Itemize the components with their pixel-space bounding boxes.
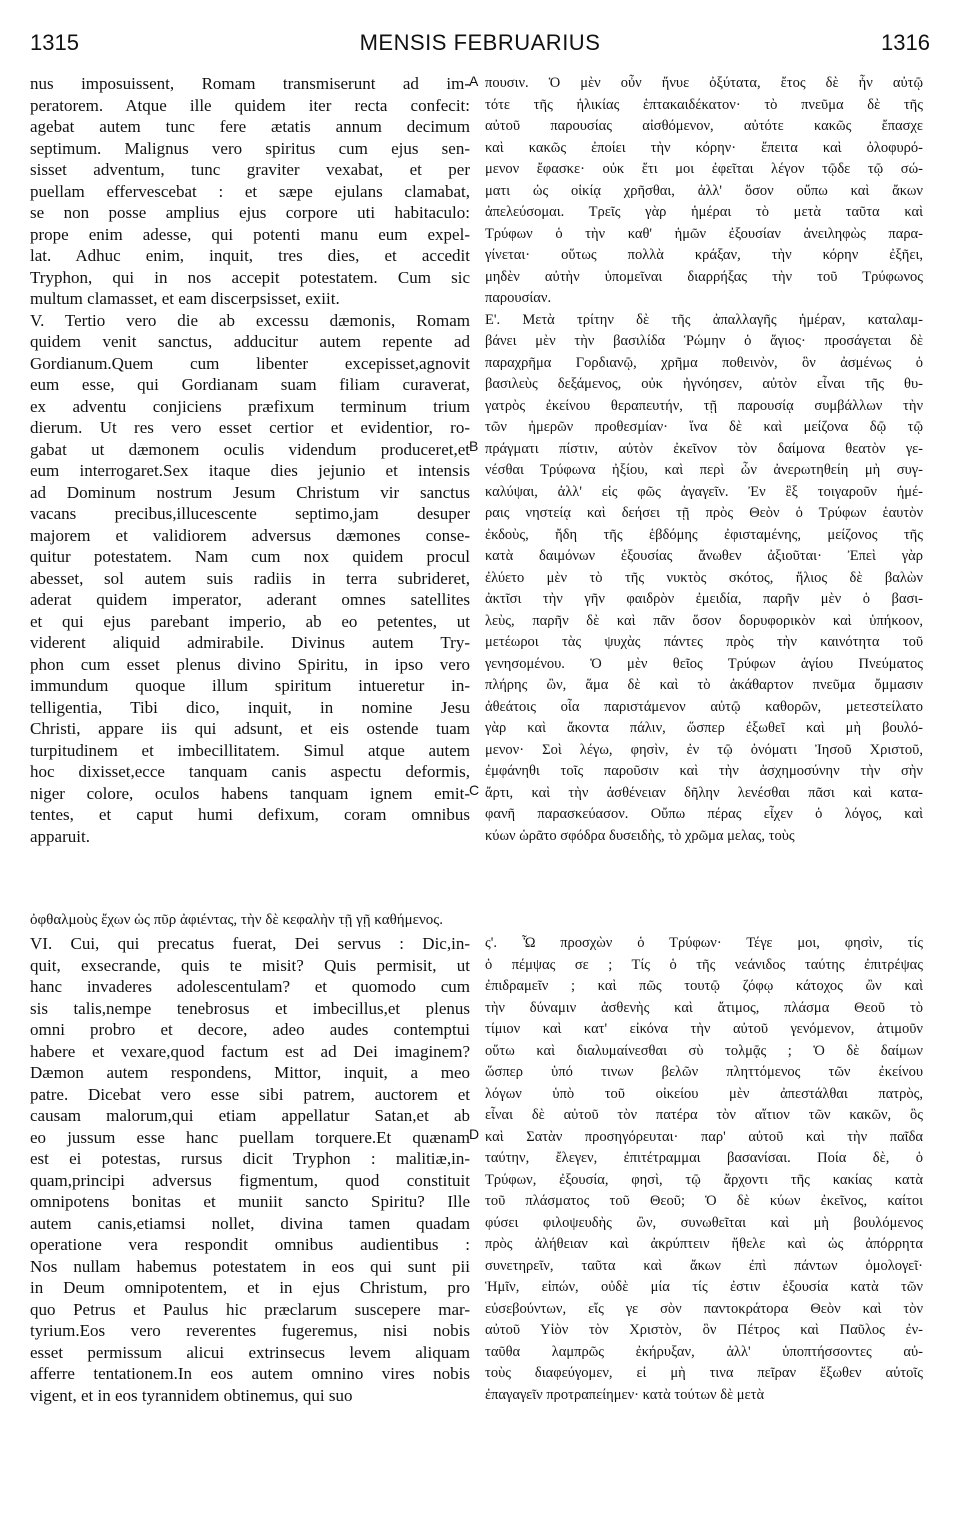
greek-text-line: τοὺς διαφεύγομεν, εἰ μὴ τινα πεῖραν ἔξωθεν αὐτοῖς [485, 1365, 923, 1381]
greek-text-line: τοῦ πλάσματος τοῦ Θεοῦ; Ὁ δὲ κύων ἐκεῖνος, καίτοι [485, 1193, 923, 1209]
greek-text-line: ραις νηστείᾳ καὶ δεήσει τῇ πρὸς Θεὸν ὁ Τρύφων ἑαυτὸν [485, 505, 923, 521]
latin-text-line: vigent, et in eos tyrannidem obtinemus, qui suo [30, 1385, 353, 1405]
greek-text-line: ἄρτι, καὶ τὴν ἀσθένειαν δῆλην λενέσθαι πᾶσι καὶ κατα- [485, 784, 923, 801]
latin-text-line: hanc invaderes adolescentulam? et quomodo cum [30, 977, 470, 996]
latin-text-line: quit, exsecrande, quis te misit? Quis permisit, ut [30, 955, 470, 975]
greek-text-line: Τρύφων ὁ τὴν καθ' ἡμῶν ἐξουσίαν ἀνειληφὼς παρα- [485, 225, 923, 242]
latin-text-line: aderat quidem imperator, aderant omnes satellites [30, 590, 470, 609]
latin-text-line: gabat ut dæmonem oculis videndum produceret,et [30, 439, 470, 459]
greek-text-line: ἀκτῖσι τὴν γῆν φαιδρὸν ἐμειδία, παρῆν μὲν ὁ βασι- [485, 591, 923, 607]
greek-text-line: ἐμφάνηθι τοῖς παροῦσιν καὶ τὴν ἀσχημοσύνην τὴν σὴν [485, 763, 923, 779]
greek-text-line: φανῆ παρασκεύασον. Οὔπω πέρας εἶχεν ὁ λόγος, καὶ [485, 806, 923, 822]
greek-text-line: πράγματι πίστιν, αὐτὸν ἐκεῖνον τὸν δαίμονα θεατὸν γε- [485, 440, 923, 457]
greek-text-line: ς'. Ὦ προσχὼν ὁ Τρύφων· Τέγε μοι, φησὶν, τίς [485, 935, 923, 951]
greek-text-line: συνετηρεῖν, ταῦτα καὶ ἄκων ἐπὶ πάντων ὁμολογεῖ· [485, 1257, 923, 1274]
greek-text-line: τῶν ἡμερῶν προθεσμίαν· ἵνα δὲ καὶ μείζονα δῷ τῷ [485, 419, 923, 435]
greek-text-line: ὁ πέμψας σε ; Τίς ὁ τῆς νεάνιδος ταύτης ἐπιτρέψας [485, 956, 923, 973]
latin-text-line: agebat autem tunc fere ætatis annum decimum [30, 117, 470, 136]
latin-text-line: vacans precibus,illucescente septimo,jam desuper [30, 504, 470, 523]
greek-text-line: γίνεται· οὕτως πολλὰ κράξαν, τὴν κόρην ἐξῆει, [485, 247, 923, 263]
latin-text-line: niger colore, oculos habens tanquam ignem emit- [30, 783, 470, 803]
page-number-right: 1316 [881, 30, 930, 55]
latin-text-line: telligentia, Tibi dico, inquit, in nomine Jesu [30, 697, 470, 717]
greek-text-line: τὴν δύναμιν ἀσθενὴς καὶ ἄτιμος, πλάσμα Θεοῦ τὸ [485, 999, 923, 1016]
latin-text-line: eum esse, qui Gordianam suam filiam curaverat, [30, 375, 470, 394]
greek-text-line: πρὸς ἀλήθειαν καὶ ἀκρύπτειν ἤθελε καὶ ὡς ἀπόρρητα [485, 1236, 923, 1252]
latin-text-line: VI. Cui, qui precatus fuerat, Dei servus : Dic,in- [30, 934, 470, 953]
latin-text-line: omni probro et decore, adeo audes contemptui [30, 1020, 470, 1039]
page-number-left: 1315 [30, 30, 79, 55]
greek-text-line: φύσει φιλοψευδὴς ὢν, συνωθεῖται καὶ μὴ βουλόμενος [485, 1214, 923, 1231]
latin-text-line: multum clamasset, et eam discerpsisset, exiit. [30, 289, 340, 308]
latin-text-line: eo jussum esse hanc puellam torquere.Et quænam [30, 1127, 470, 1147]
margin-marker-a: A [469, 73, 479, 89]
latin-text-line: ad Dominum nostrum Jesum Christum vir sanctus [30, 482, 470, 502]
latin-text-line: eum interrogaret.Sex itaque dies jejunio et intensis [30, 461, 470, 480]
greek-text-line: αὐτοῦ παρουσίας αἰσθόμενον, αὐτότε κακῶς ἔπασχε [485, 118, 923, 134]
greek-text-line: βάνει μὲν τὴν βασιλίδα Ῥώμην ὁ ἅγιος· προσάγεται δὲ [485, 333, 923, 349]
greek-text-line: καὶ Σατὰν προσηγόρευται· παρ' αὐτοῦ καὶ τὴν παῖδα [485, 1128, 923, 1145]
latin-text-line: Christi, appare iis qui adsunt, et eis ostende tuam [30, 719, 470, 738]
latin-column-bottom [30, 933, 470, 1406]
greek-text-line: ἐπαγαγεῖν προτραπείημεν· κατὰ τούτων δὲ μετὰ [485, 1386, 765, 1403]
margin-marker-c: C [469, 782, 480, 798]
latin-text-line: Tryphon, qui in nos accepit potestatem. Cum sic [30, 267, 470, 287]
latin-text-line: prope enim adesse, qui potenti manu eum expel- [30, 224, 470, 244]
latin-text-line: majorem et validiorem adversus dæmones conse- [30, 525, 470, 545]
greek-text-line: ἀθεάτοις οἷα παριστάμενον αὐτῷ καθορῶν, μετεστείλατο [485, 698, 923, 715]
latin-text-line: omnipotens bonitas et muniit sancto Spiritu? Ille [30, 1192, 470, 1211]
greek-text-line: ἐκδοὺς, ἤδη τῆς ἑβδόμης ἐφισταμένης, μείζονος τῆς [485, 526, 923, 543]
greek-text-line: λόγων ὑπὸ τοῦ οἰκείου μὲν ἀπεστάλθαι πατρὸς, [485, 1085, 923, 1102]
greek-text-line: καλύψαι, ἀλλ' εἰς φῶς ἀγαγεῖν. Ἐν ἓξ τοιγαροῦν ἡμέ- [485, 483, 923, 500]
greek-text-line: ἐπιδραμεῖν ; καὶ πῶς τουτῷ ζόφῳ κάτοχος ὢν καὶ [485, 978, 923, 994]
greek-text-line: πουσιν. Ὁ μὲν οὖν ἤνυε ὀξύτατα, ἔτος δὲ ἦν αὐτῷ [485, 75, 923, 91]
greek-text-line: γὰρ καὶ ἄκοντα πάλιν, ὥσπερ ἐξωθεῖ καὶ μὴ βουλό- [485, 720, 923, 736]
latin-text-line: quitur potestatem. Nam cum nox quidem procul [30, 547, 470, 566]
latin-text-line: et qui ejus parebant imperio, ab eo petentes, ut [30, 611, 470, 631]
latin-text-line: se non posse amplius ejus corpore uti habitaculo: [30, 203, 470, 222]
greek-text-line: λεὺς, παρῆν δὲ καὶ πᾶν ὅσον δορυφορικὸν καὶ ὑπήκοον, [485, 612, 923, 629]
latin-text-line: immundum quoque illum spiritum intueretur in- [30, 676, 470, 695]
running-title: MENSIS FEBRUARIUS [359, 30, 601, 55]
greek-text-line: Ε'. Μετὰ τρίτην δὲ τῆς ἀπαλλαγῆς ἡμέραν, καταλαμ- [485, 311, 923, 328]
greek-text-line: βασιλεὺς δεξάμενος, οὐκ ἠγνόησεν, αὐτὸν εἶναι τῆς θυ- [485, 376, 923, 392]
greek-text-line: τίμιον καὶ κατ' εἰκόνα τὴν αὐτοῦ γενόμενον, ἀτιμοῦν [485, 1021, 923, 1037]
greek-text-line: ταύτην, ἔλεγεν, ἐπιτέτραμμαι βασανίσαι. Ποία δὲ, ὁ [485, 1150, 923, 1166]
latin-text-line: Nos nullam habemus potestatem in eos qui sunt pii [30, 1256, 470, 1276]
greek-text-line: εὐσεβούντων, εἴς γε σὸν παντοκράτορα Θεὸν καὶ τὸν [485, 1300, 923, 1317]
greek-text-line: παρουσίαν. [485, 290, 552, 306]
latin-text-line: dierum. Ut res vero esset certior et evidentior, ro- [30, 418, 470, 437]
latin-text-line: hoc dixisset,ecce tanquam canis aspectu deformis, [30, 762, 470, 781]
greek-text-line: παραχρῆμα Γορδιανῷ, χρῆμα ποθεινὸν, ὃν ἀσμένως ὁ [485, 354, 923, 371]
latin-text-line: quam,principi adversus figmentum, quod constituit [30, 1170, 470, 1190]
latin-text-line: est ei potestas, rursus dicit Tryphon : malitiæ,in- [30, 1149, 470, 1168]
margin-marker-d: D [469, 1126, 480, 1142]
latin-text-line: Gordianum.Quem cum libenter excepisset,agnovit [30, 353, 470, 373]
latin-text-line: tyrium.Eos vero reverentes fugeremus, nisi nobis [30, 1321, 470, 1340]
latin-text-line: peratorem. Atque ille quidem iter recta confecit: [30, 95, 470, 115]
latin-text-line: operatione vera respondit omnibus audientibus : [30, 1235, 470, 1254]
latin-text-line: tentes, et caput humi defixum, coram omnibus [30, 805, 470, 824]
latin-text-line: ex adventu conjiciens præfixum terminum trium [30, 396, 470, 416]
latin-text-line: septimum. Malignus vero spiritus cum ejus sen- [30, 138, 470, 158]
greek-text-line: τότε τῆς ἡλικίας ἑπτακαιδέκατον· τὸ πνεῦμα δὲ τῆς [485, 96, 923, 113]
latin-text-line: puellam effervescebat : et sæpe ejulans clamabat, [30, 181, 470, 201]
latin-text-line: V. Tertio vero die ab excessu dæmonis, Romam [30, 310, 470, 330]
latin-text-line: in Deum omnipotentem, et in ejus Christum, pro [30, 1278, 470, 1297]
latin-text-line: nus imposuissent, Romam transmiserunt ad im- [30, 74, 470, 93]
latin-text-line: sis talis,nempe tenebrosus et imbecillus,et plenus [30, 998, 470, 1018]
greek-text-line: πλήρης ὢν, ἅμα δὲ καὶ τὸ ἀκάθαρτον πνεῦμα ὄμμασιν [485, 677, 923, 693]
greek-text-line: ἀπελεύσομαι. Τρεῖς γὰρ ἡμέραι τὸ μετὰ ταῦτα καὶ [485, 204, 923, 220]
greek-text-line: ἐλύετο μὲν τὸ τῆς νυκτὸς σκότος, ἥλιος δὲ βαλὼν [485, 569, 923, 586]
latin-text-line: lat. Adhuc enim, inquit, tres dies, et accedit [30, 246, 470, 265]
greek-text-line: κατὰ δαιμόνων ἐξουσίας ἄνωθεν ἀξιοῦται· Ἐπεὶ γὰρ [485, 548, 923, 564]
greek-column-top [485, 73, 923, 847]
greek-text-line: καὶ κακῶς ἐποίει τὴν κόρην· ἔπειτα καὶ ὀλοφυρό- [485, 139, 923, 156]
greek-text-line: ταῦθα λαμπρῶς ἐκήρυξαν, ἀλλ' ὑποπτήσσοντες αὐ- [485, 1343, 923, 1360]
greek-text-line: γενησομένου. Ὁ μὲν θεῖος Τρύφων ἁγίου Πνεύματος [485, 655, 923, 672]
latin-text-line: quo Petrus et Paulus hic præclarum suscepere mar- [30, 1299, 470, 1319]
latin-text-line: apparuit. [30, 826, 90, 846]
latin-text-line: sisset adventum, tunc graviter vexabat, et per [30, 160, 470, 179]
latin-text-line: afferre tentationem.In eos autem omnino vires nobis [30, 1364, 470, 1383]
greek-text-line: ὥσπερ ὑπό τινων βελῶν πληττόμενος τῶν ἐκείνου [485, 1064, 923, 1080]
latin-text-line: patre. Dicebat vero esse sibi patrem, auctorem et [30, 1084, 470, 1104]
latin-text-line: causam malorum,qui etiam appellatur Satan,et ab [30, 1106, 470, 1125]
greek-text-line: μενον ἔφασκε· οὐκ ἔτι μοι ἐφεῖται λέγον τῷδε τῷ σώ- [485, 161, 923, 177]
greek-text-line: νέσθαι Τρύφωνα ἠξίου, καὶ περὶ ὧν ἀνερωτηθείη μὴ συγ- [485, 462, 923, 478]
greek-text-line: κύων ὡρᾶτο σφόδρα δυσειδὴς, τὸ χρῶμα μελας, τοὺς [485, 827, 795, 844]
greek-text-line: μενον· Σοὶ λέγω, φησὶν, ἐν τῷ ὀνόματι Ἰησοῦ Χριστοῦ, [485, 741, 923, 758]
greek-text-line: εἶναι δὲ αὐτοῦ τὸν πατέρα τὸν αἴτιον τῶν κακῶν, ὃς [485, 1107, 923, 1123]
greek-text-line: γατρὸς ἐκείνου θεραπευτήν, τῇ παρουσίᾳ συμβάλλων τὴν [485, 397, 923, 414]
margin-marker-b: B [469, 438, 479, 454]
latin-text-line: autem canis,etiamsi nollet, divina tamen quadam [30, 1213, 470, 1233]
latin-text-line: abesset, sol autem suis radiis in terra subrideret, [30, 568, 470, 588]
greek-text-line: οὕτω καὶ διαλυμαίνεσθαι σὺ τολμᾷς ; Ὁ δὲ δαίμων [485, 1042, 923, 1059]
greek-text-line: αὐτοῦ Υἱὸν τὸν Χριστὸν, ὃν Πέτρος καὶ Παῦλος ἐν- [485, 1322, 923, 1338]
latin-text-line: esset permissum alicui extrinsecus levem aliquam [30, 1342, 470, 1362]
greek-text-line: ματι ὡς οἰκίᾳ χρῆσθαι, ἀλλ' ὅσον οὔπω καὶ ἄκων [485, 182, 923, 199]
latin-text-line: quidem venit sanctus, adducitur autem repente ad [30, 332, 470, 351]
page-header [30, 30, 930, 70]
greek-text-line: Ἡμῖν, εἰπών, οὐδὲ μία τίς ἐστιν ἐξουσία κατὰ τῶν [485, 1279, 923, 1295]
latin-text-line: phon cum esset plenus divino Spiritu, in ipso vero [30, 654, 470, 674]
greek-text-line: μετέωροι τὰς ψυχὰς πάντες πρὸς τὴν καινότητα τοῦ [485, 634, 923, 650]
full-width-greek-line: ὀφθαλμοὺς ἔχων ὡς πῦρ ἀφιέντας, τὴν δὲ κεφαλὴν τῇ γῇ καθήμενος. [30, 912, 443, 928]
latin-text-line: viderent aliquid admirabile. Divinus autem Try- [30, 633, 470, 652]
latin-column-top [30, 73, 470, 847]
greek-text-line: μηδὲν αὐτὴν ὑπομεῖναι διαρρήξας τὴν τοῦ Τρύφωνος [485, 268, 923, 285]
latin-text-line: turpitudinem et imbecillitatem. Simul atque autem [30, 740, 470, 760]
greek-text-line: Τρύφων, ἐξουσία, φησὶ, τῷ ἄρχοντι τῆς κακίας κατὰ [485, 1171, 923, 1188]
latin-text-line: Dæmon autem respondens, Mittor, inquit, a meo [30, 1063, 470, 1082]
latin-text-line: habere et vexare,quod factum est ad Dei imaginem? [30, 1041, 470, 1061]
greek-column-bottom [485, 933, 923, 1406]
